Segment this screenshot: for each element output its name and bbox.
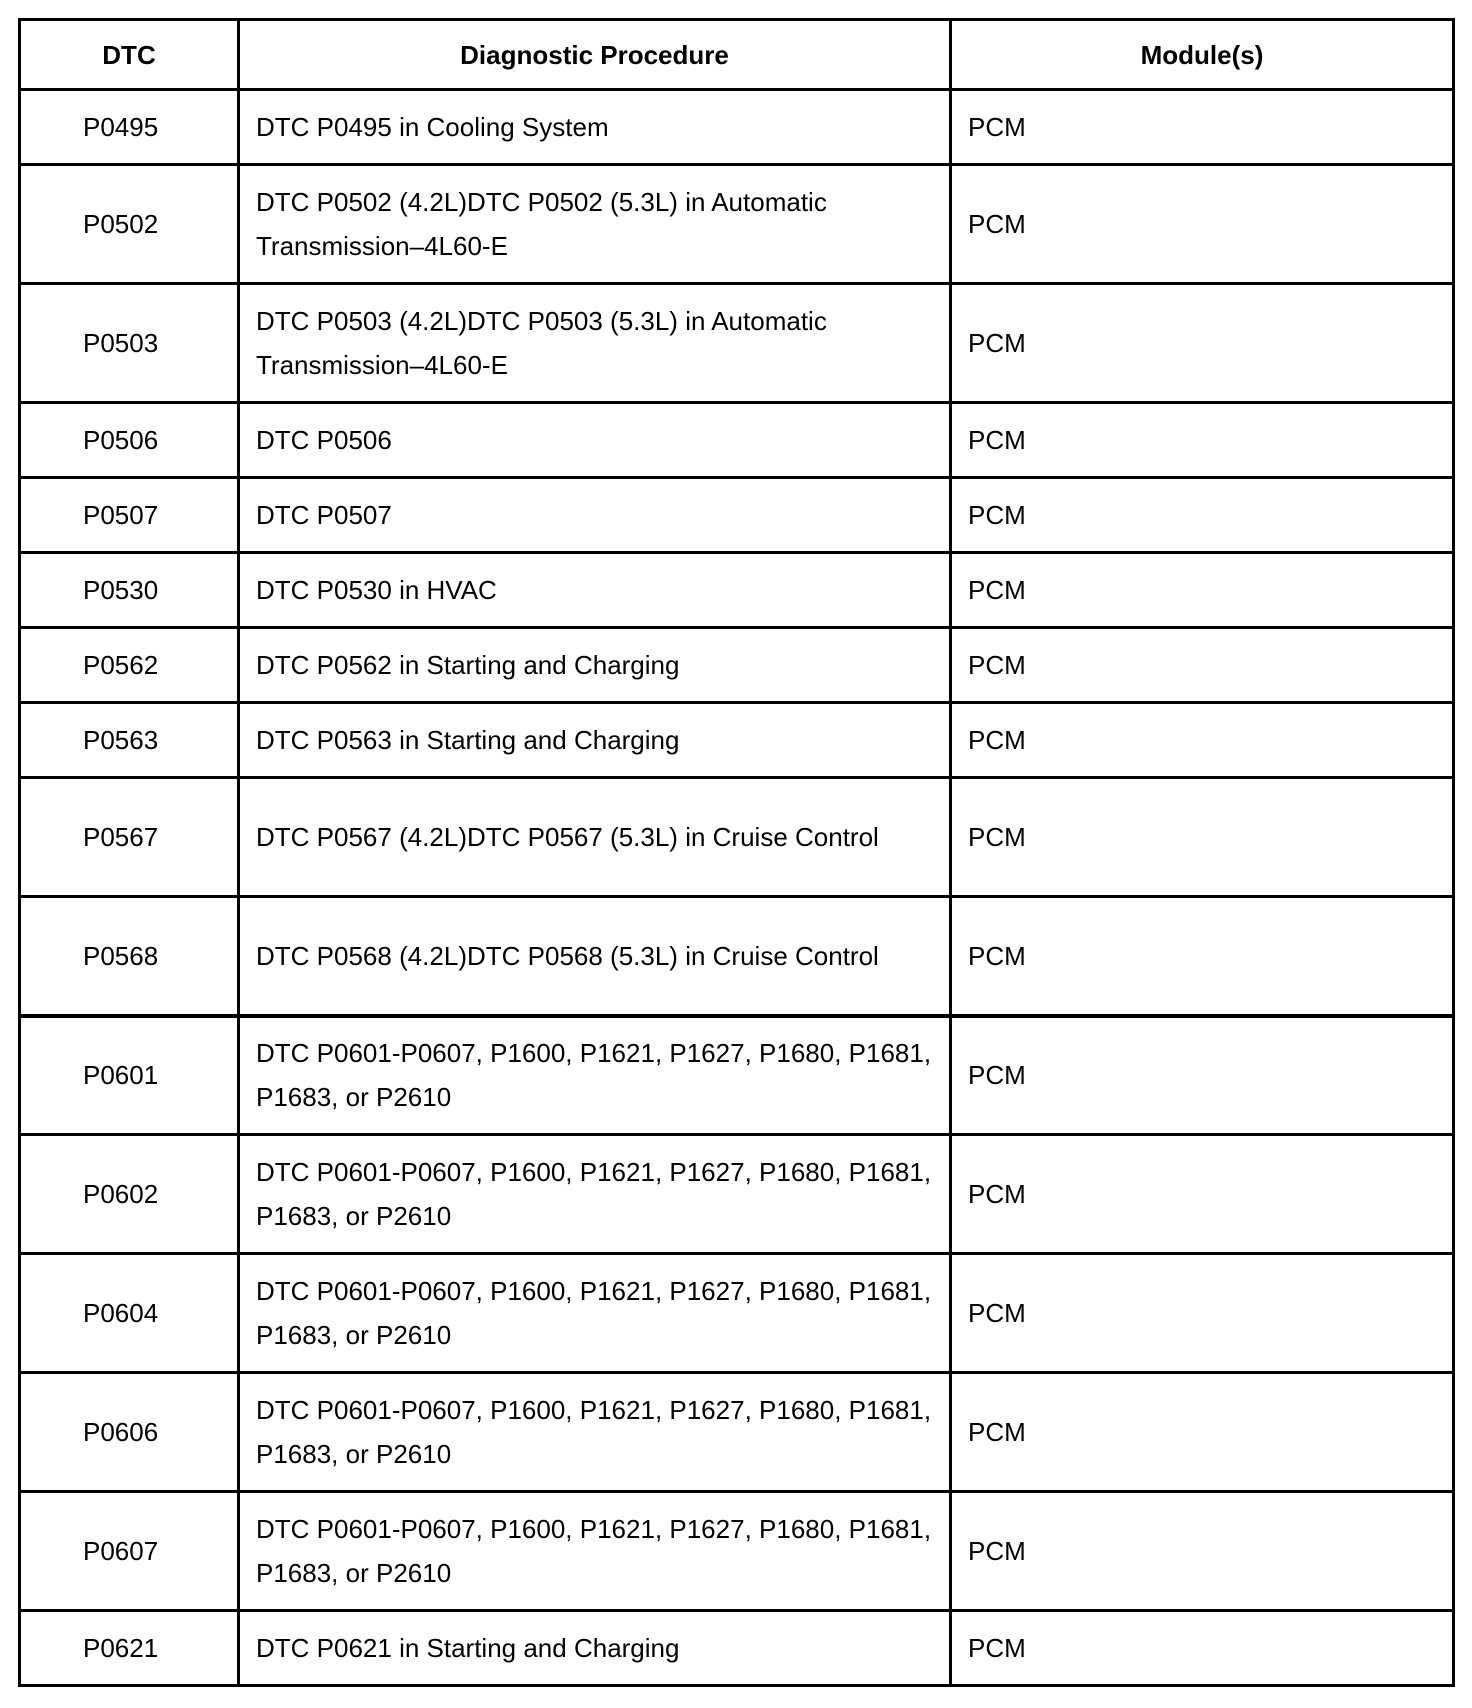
diagnostic-procedure: DTC P0507 [239, 478, 951, 553]
diagnostic-procedure: DTC P0601-P0607, P1600, P1621, P1627, P1680, P1681, P1683, or P2610 [239, 1135, 951, 1254]
header-diagnostic-procedure: Diagnostic Procedure [239, 20, 951, 90]
diagnostic-procedure: DTC P0503 (4.2L)DTC P0503 (5.3L) in Automatic Transmission–4L60-E [239, 284, 951, 403]
dtc-code: P0567 [20, 778, 239, 897]
module: PCM [951, 284, 1454, 403]
table-row [20, 284, 1454, 403]
dtc-code: P0602 [20, 1135, 239, 1254]
module: PCM [951, 778, 1454, 897]
module: PCM [951, 1611, 1454, 1686]
diagnostic-procedure: DTC P0495 in Cooling System [239, 90, 951, 165]
table-row [20, 628, 1454, 703]
dtc-code: P0562 [20, 628, 239, 703]
diagnostic-procedure: DTC P0502 (4.2L)DTC P0502 (5.3L) in Automatic Transmission–4L60-E [239, 165, 951, 284]
table-row [20, 897, 1454, 1016]
module: PCM [951, 1492, 1454, 1611]
dtc-code: P0604 [20, 1254, 239, 1373]
diagnostic-procedure: DTC P0601-P0607, P1600, P1621, P1627, P1680, P1681, P1683, or P2610 [239, 1016, 951, 1135]
table-row [20, 478, 1454, 553]
table-row [20, 703, 1454, 778]
module: PCM [951, 478, 1454, 553]
diagnostic-procedure: DTC P0621 in Starting and Charging [239, 1611, 951, 1686]
module: PCM [951, 1135, 1454, 1254]
diagnostic-procedure: DTC P0563 in Starting and Charging [239, 703, 951, 778]
header-row [20, 20, 1454, 90]
diagnostic-procedure: DTC P0601-P0607, P1600, P1621, P1627, P1680, P1681, P1683, or P2610 [239, 1373, 951, 1492]
dtc-code: P0507 [20, 478, 239, 553]
dtc-code: P0606 [20, 1373, 239, 1492]
table-row [20, 1492, 1454, 1611]
diagnostic-procedure: DTC P0601-P0607, P1600, P1621, P1627, P1680, P1681, P1683, or P2610 [239, 1254, 951, 1373]
diagnostic-procedure: DTC P0567 (4.2L)DTC P0567 (5.3L) in Cruise Control [239, 778, 951, 897]
dtc-code: P0502 [20, 165, 239, 284]
module: PCM [951, 403, 1454, 478]
module: PCM [951, 1016, 1454, 1135]
diagnostic-procedure: DTC P0506 [239, 403, 951, 478]
diagnostic-procedure: DTC P0601-P0607, P1600, P1621, P1627, P1680, P1681, P1683, or P2610 [239, 1492, 951, 1611]
table-row [20, 553, 1454, 628]
table-row [20, 1373, 1454, 1492]
module: PCM [951, 90, 1454, 165]
dtc-code: P0563 [20, 703, 239, 778]
module: PCM [951, 165, 1454, 284]
header-dtc: DTC [20, 20, 239, 90]
header-modules: Module(s) [951, 20, 1454, 90]
dtc-code: P0568 [20, 897, 239, 1016]
diagnostic-procedure: DTC P0562 in Starting and Charging [239, 628, 951, 703]
dtc-table [18, 18, 1455, 1687]
dtc-code: P0621 [20, 1611, 239, 1686]
table-row [20, 1016, 1454, 1135]
diagnostic-procedure: DTC P0568 (4.2L)DTC P0568 (5.3L) in Cruise Control [239, 897, 951, 1016]
table-row [20, 90, 1454, 165]
dtc-code: P0601 [20, 1016, 239, 1135]
dtc-code: P0607 [20, 1492, 239, 1611]
dtc-code: P0495 [20, 90, 239, 165]
table-row [20, 403, 1454, 478]
dtc-code: P0503 [20, 284, 239, 403]
table-row [20, 1611, 1454, 1686]
dtc-code: P0506 [20, 403, 239, 478]
module: PCM [951, 628, 1454, 703]
table-row [20, 1254, 1454, 1373]
module: PCM [951, 553, 1454, 628]
table-row [20, 1135, 1454, 1254]
dtc-code: P0530 [20, 553, 239, 628]
table-row [20, 778, 1454, 897]
module: PCM [951, 1373, 1454, 1492]
module: PCM [951, 897, 1454, 1016]
table-row [20, 165, 1454, 284]
module: PCM [951, 703, 1454, 778]
diagnostic-procedure: DTC P0530 in HVAC [239, 553, 951, 628]
module: PCM [951, 1254, 1454, 1373]
